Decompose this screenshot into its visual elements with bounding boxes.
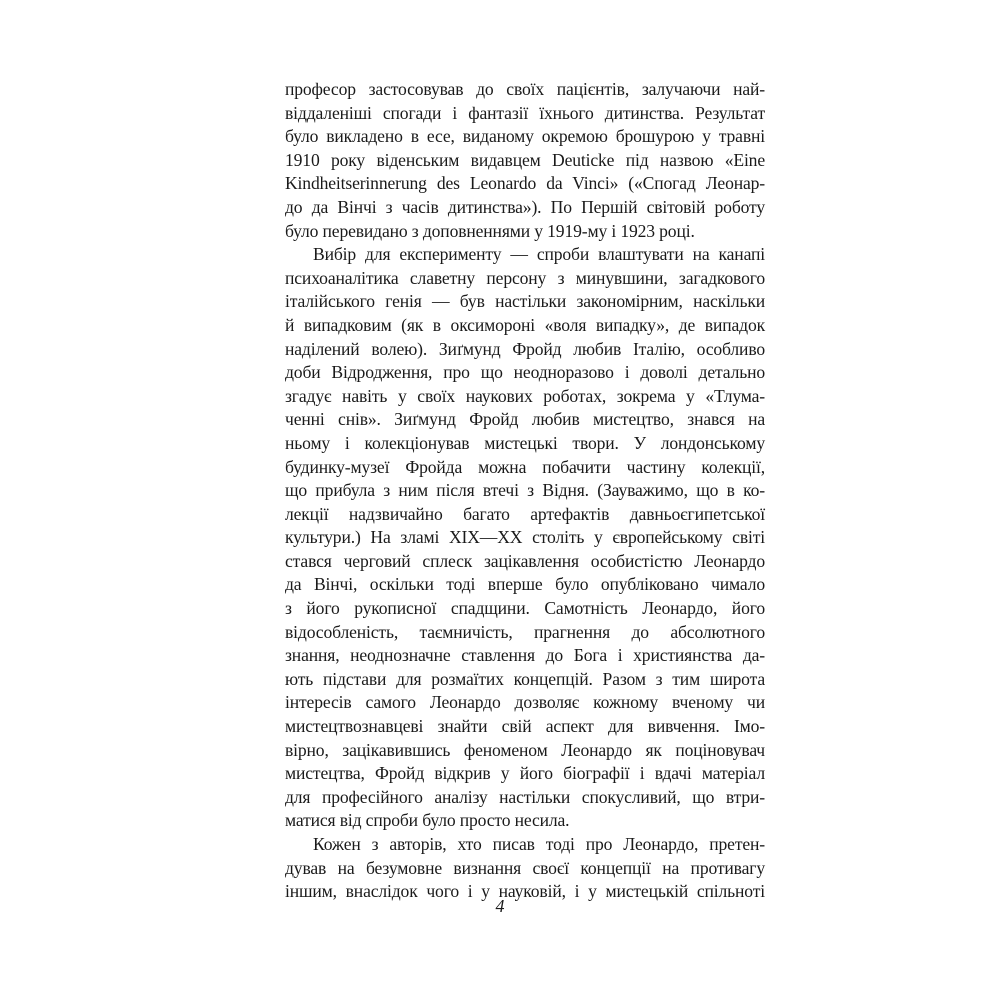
text-line: віддаленіші спогади і фантазії їхнього дитинства. Результат (285, 102, 765, 123)
text-line: стався черговий сплеск зацікавлення особистістю Леонардо (285, 550, 765, 571)
text-line: відособленість, таємничість, прагнення до абсолютного (285, 621, 765, 642)
text-line: наділений волею). Зиґмунд Фройд любив Італію, особливо (285, 338, 765, 359)
text-line: психоаналітика славетну персону з минувшини, загадкового (285, 267, 765, 288)
text-line: було викладено в есе, виданому окремою брошурою у травні (285, 126, 765, 147)
paragraph-3 (285, 833, 765, 904)
text-line: лекції надзвичайно багато артефактів давньоєгипетської (285, 503, 765, 524)
text-line: для професійного аналізу настільки спокусливий, що втри- (285, 786, 765, 807)
text-line: Вибір для експерименту — спроби влаштувати на канапі (313, 244, 765, 265)
text-line: ченні снів». Зиґмунд Фройд любив мистецтво, знався на (285, 409, 765, 430)
paragraph-2 (285, 243, 765, 833)
body-text (285, 78, 765, 904)
text-line: італійського генія — був настільки закономірним, наскільки (285, 291, 765, 312)
text-line: да Вінчі, оскільки тоді вперше було опубліковано чимало (285, 574, 765, 595)
text-line: матися від спроби було просто несила. (285, 810, 570, 831)
text-line: доби Відродження, про що неодноразово і доволі детально (285, 362, 765, 383)
text-line: вірно, зацікавившись феноменом Леонардо як поціновувач (285, 739, 765, 760)
text-line: будинку-музеї Фройда можна побачити частину колекції, (285, 456, 765, 477)
text-line: було перевидано з доповненнями у 1919-му і 1923 році. (285, 220, 695, 241)
text-line: з його рукописної спадщини. Самотність Леонардо, його (285, 598, 765, 619)
text-line: ньому і колекціонував мистецькі твори. У лондонському (285, 432, 765, 453)
text-line: дував на безумовне визнання своєї концепції на противагу (285, 857, 765, 878)
page-number: 4 (495, 896, 505, 916)
text-line: культури.) На зламі XIX—XX століть у європейському світі (285, 527, 765, 548)
text-line: знання, неоднозначне ставлення до Бога і християнства да- (285, 645, 765, 666)
text-line: ють підстави для розмаїтих концепцій. Разом з тим широта (285, 668, 765, 689)
text-line: іншим, внаслідок чого і у науковій, і у мистецькій спільноті (285, 881, 765, 902)
text-line: професор застосовував до своїх пацієнтів, залучаючи най- (285, 79, 765, 99)
text-line: згадує навіть у своїх наукових роботах, зокрема у «Тлума- (285, 385, 765, 406)
text-line: 1910 року віденським видавцем Deuticke під назвою «Eine (285, 149, 765, 170)
text-line: Кожен з авторів, хто писав тоді про Леонардо, претен- (313, 834, 765, 854)
text-line: мистецтвознавцеві знайти свій аспект для вивчення. Імо- (285, 716, 765, 737)
paragraph-1 (285, 78, 765, 243)
text-line: що прибула з ним після втечі з Відня. (Зауважимо, що в ко- (285, 480, 765, 501)
text-line: й випадковим (як в оксимороні «воля випадку», де випадок (285, 314, 765, 335)
text-line: до да Вінчі з часів дитинства»). По Першій світовій роботу (285, 196, 765, 217)
text-line: Kindheitserinnerung des Leonardo da Vinci» («Спогад Леонар- (285, 173, 765, 194)
text-line: інтересів самого Леонардо дозволяє кожному вченому чи (285, 692, 765, 713)
text-line: мистецтва, Фройд відкрив у його біографії і вдачі матеріал (285, 763, 765, 784)
